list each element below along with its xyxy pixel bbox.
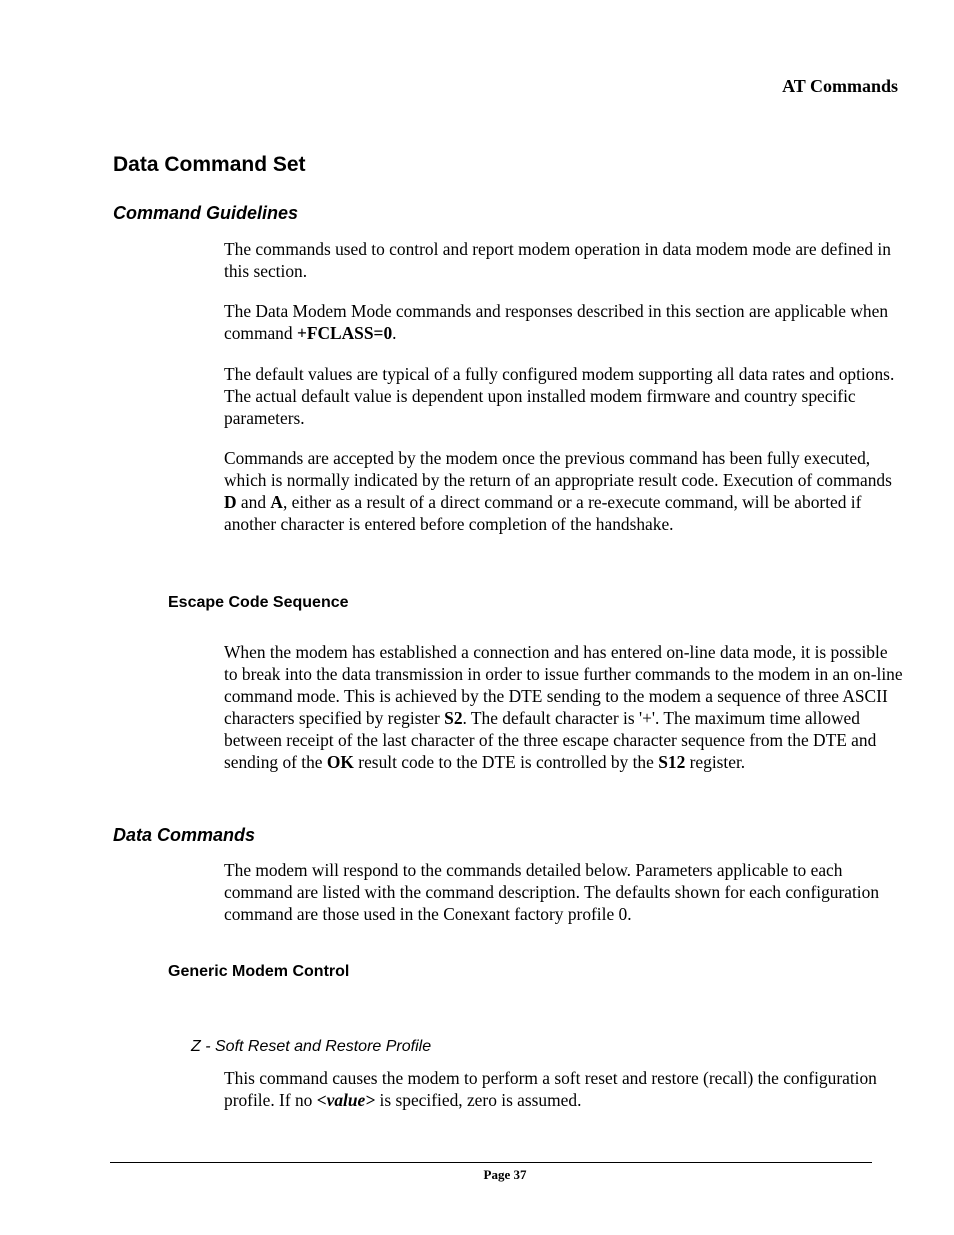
- text-span: This command causes the modem to perform a soft reset and restore (recall) the configuration profile. If no: [224, 1068, 877, 1110]
- text-span: and: [236, 492, 271, 512]
- text-span: is specified, zero is assumed.: [375, 1090, 582, 1110]
- section-title: Data Command Set: [113, 153, 306, 176]
- text-span: . The default character is '+'. The maximum time allowed between receipt of the last character of the three escape character sequence from the DTE and sending of the: [224, 708, 877, 772]
- register-s12: S12: [658, 752, 686, 772]
- paragraph-guidelines-1: The commands used to control and report modem operation in data modem mode are defined in this section.: [224, 239, 891, 281]
- text-span: .: [392, 323, 397, 343]
- paragraph-escape-code: [224, 641, 904, 773]
- paragraph-z-command: [224, 1067, 904, 1111]
- text-span: result code to the DTE is controlled by the: [353, 752, 659, 772]
- command-a: A: [270, 492, 283, 512]
- heading-z-command: Z - Soft Reset and Restore Profile: [191, 1038, 432, 1055]
- paragraph-data-commands: The modem will respond to the commands detailed below. Parameters applicable to each command are listed with the command description. The defaults shown for each configuration command are those used in the Conexant factory profile 0.: [224, 860, 880, 924]
- footer-divider: [110, 1162, 872, 1163]
- heading-escape-code-sequence: Escape Code Sequence: [168, 594, 349, 611]
- page-number: Page 37: [483, 1167, 527, 1182]
- command-d: D: [224, 492, 237, 512]
- heading-generic-modem-control: Generic Modem Control: [168, 963, 350, 980]
- running-header: AT Commands: [782, 76, 898, 96]
- paragraph-guidelines-3: The default values are typical of a fully configured modem supporting all data rates and options. The actual default value is dependent upon installed modem firmware and country specific parameters.: [224, 364, 895, 428]
- register-s2: S2: [444, 708, 463, 728]
- text-span: The Data Modem Mode commands and responses described in this section are applicable when command: [224, 301, 889, 343]
- paragraph-guidelines-4: [224, 447, 904, 535]
- text-span: , either as a result of a direct command or a re-execute command, will be aborted if another character is entered before completion of the handshake.: [224, 492, 862, 534]
- text-span: When the modem has established a connection and has entered on-line data mode, it is possible to break into the data transmission in order to issue further commands to the modem in an on-line command mode. This is achieved by the DTE sending to the modem a sequence of three ASCII characters specified by register: [224, 642, 903, 728]
- text-span: Commands are accepted by the modem once the previous command has been fully executed, which is normally indicated by the return of an appropriate result code. Execution of commands: [224, 448, 892, 490]
- heading-data-commands: Data Commands: [113, 825, 256, 845]
- heading-command-guidelines: Command Guidelines: [113, 203, 299, 223]
- value-parameter: <value>: [316, 1090, 376, 1110]
- command-fclass: +FCLASS=0: [296, 323, 393, 343]
- result-code-ok: OK: [326, 752, 354, 772]
- text-span: register.: [685, 752, 746, 772]
- paragraph-guidelines-2: [224, 300, 904, 344]
